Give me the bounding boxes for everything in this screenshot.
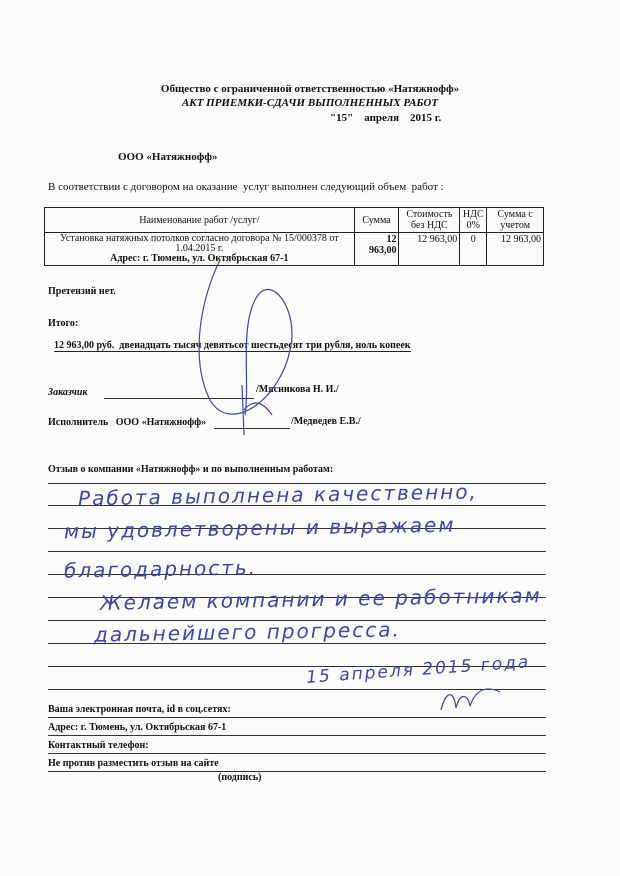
review-line-1: Работа выполнена качественно, — [77, 479, 479, 511]
row-vat: 0 — [460, 233, 487, 266]
review-signature-stroke — [436, 682, 506, 718]
review-line-4: Желаем компании и ее работникам — [99, 583, 542, 615]
review-line-3: благодарность. — [63, 555, 258, 583]
header-vat: НДС 0% — [460, 208, 487, 233]
customer-name: /Мясникова Н. И./ — [256, 384, 339, 395]
phone-field-label: Контактный телефон: — [48, 740, 149, 751]
contractor-signature-stroke — [232, 380, 292, 440]
total-amount-text: 12 963,00 руб. двенадцать тысяч девятьсот шестьдесят три рубля, ноль копеек — [54, 340, 411, 351]
header-sum: Сумма — [354, 208, 399, 233]
table-header-row — [45, 208, 544, 233]
recipient: ООО «Натяжнофф» — [118, 151, 218, 163]
review-title: Отзыв о компании «Натяжнофф» и по выполненным работам: — [48, 464, 334, 475]
claims-text: Претензий нет. — [48, 286, 116, 297]
row-sum: 12 963,00 — [354, 233, 399, 266]
contractor-name: /Медведев Е.В./ — [291, 416, 361, 427]
row-desc-line1: Установка натяжных потолков согласно договора № 15/000378 от 1.04.2015 г. — [60, 233, 339, 254]
header-sum-total: Сумма с учетом — [487, 208, 544, 233]
review-date: 15 апреля 2015 года — [305, 652, 531, 688]
email-field-label: Ваша электронная почта, id в соц.сетях: — [48, 704, 231, 715]
header-cost-no-vat: Стоимость без НДС — [399, 208, 460, 233]
header-works: Наименование работ /услуг/ — [45, 208, 355, 233]
review-line-2: мы удовлетворены и выражаем — [63, 512, 456, 544]
row-desc-line2: Адрес: г. Тюмень, ул. Октябрьская 67-1 — [110, 253, 289, 264]
contractor-label: Исполнитель ООО «Натяжнофф» — [48, 417, 207, 428]
act-date: "15" апреля 2015 г. — [330, 112, 442, 124]
intro-text: В соответствии с договором на оказание услуг выполнен следующий объем работ : — [48, 181, 444, 193]
customer-label: Заказчик — [48, 387, 88, 398]
review-line-5: дальнейшего прогресса. — [93, 617, 402, 647]
address-field: Адрес: г. Тюмень, ул. Октябрьская 67-1 — [48, 722, 227, 733]
row-cost-no-vat: 12 963,00 — [399, 233, 460, 266]
act-title: АКТ ПРИЕМКИ-СДАЧИ ВЫПОЛНЕННЫХ РАБОТ — [181, 97, 439, 109]
total-label: Итого: — [48, 318, 79, 329]
consent-field-label: Не против разместить отзыв на сайте — [48, 758, 219, 769]
row-sum-total: 12 963,00 — [487, 233, 544, 266]
company-name: Общество с ограниченной ответственностью «Натяжнофф» — [160, 83, 460, 95]
signature-caption: (подпись) — [218, 772, 262, 783]
